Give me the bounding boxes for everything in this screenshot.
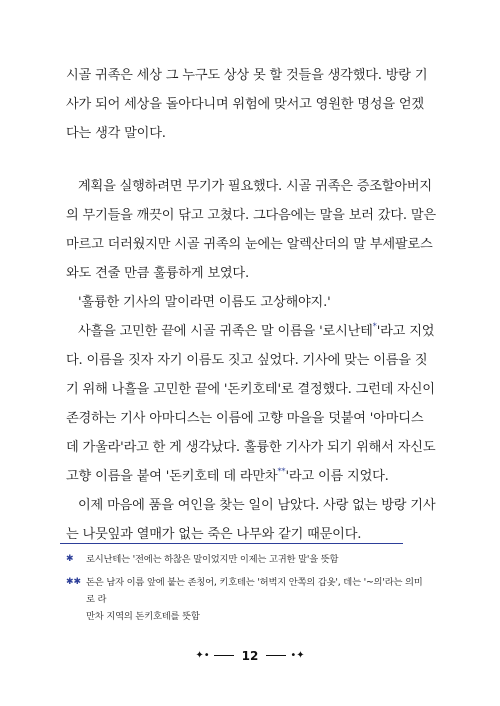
text-line: 사가 되어 세상을 돌아다니며 위험에 맞서고 영원한 명성을 얻겠	[66, 97, 424, 112]
text-line: 기 위해 나흘을 고민한 끝에 '돈키호테'로 결정했다. 그런데 자신이	[66, 382, 435, 397]
divider-line	[266, 655, 286, 656]
footnote-ref-1: *	[372, 322, 377, 331]
text-line: 존경하는 기사 아마디스는 이름에 고향 마을을 덧붙여 '아마디스	[66, 411, 424, 426]
text-line: 와도 견줄 만큼 훌륭하게 보였다.	[66, 266, 249, 281]
text-line: 계획을 실행하려면 무기가 필요했다. 시골 귀족은 증조할아버지	[78, 179, 432, 194]
page-number-footer	[0, 648, 500, 663]
footnote-1	[66, 551, 426, 568]
text-line: 데 가울라'라고 한 게 생각났다. 훌륭한 기사가 되기 위해서 자신도	[66, 440, 436, 455]
text-line: 시골 귀족은 세상 그 누구도 상상 못 할 것들을 생각했다. 방랑 기	[66, 68, 428, 83]
text-line: 이제 마음에 품을 여인을 찾는 일이 남았다. 사랑 없는 방랑 기사	[78, 498, 436, 513]
paragraph-3	[66, 288, 438, 317]
ornament-right-icon: •✦	[290, 650, 305, 661]
text-line: 는 나뭇잎과 열매가 없는 죽은 나무와 같기 때문이다.	[66, 527, 362, 542]
footnote-text: 로시난테는 '전에는 하찮은 말이었지만 이제는 고귀한 말'을 뜻함	[86, 554, 339, 565]
footnote-mark: ✱✱	[66, 577, 82, 587]
divider-line	[214, 655, 234, 656]
text-line: 다. 이름을 짓자 자기 이름도 짓고 싶었다. 기사에 맞는 이름을 짓	[66, 353, 428, 368]
paragraph-2	[66, 172, 438, 288]
footnote-text: 돈은 남자 이름 앞에 붙는 존칭어, 키호테는 '허벅지 안쪽의 갑옷', 데는 '~의'라는 의미로 라	[86, 577, 423, 605]
ornament-left-icon: ✦•	[195, 650, 210, 661]
line-start: 고향 이름을 붙여 '돈키호테 데 라만차	[66, 469, 278, 484]
line-start: 사흘을 고민한 끝에 시골 귀족은 말 이름을 '로시난테	[78, 324, 373, 339]
text-line: 마르고 더러웠지만 시골 귀족의 눈에는 알렉산더의 말 부세팔로스	[66, 237, 433, 252]
footnote-2	[66, 574, 426, 625]
text-line: 다는 생각 말이다.	[66, 126, 166, 141]
paragraph-1	[66, 61, 438, 148]
text-line	[66, 462, 438, 491]
line-end: '라고 이름 지었다.	[285, 469, 389, 484]
line-end: '라고 지었	[376, 324, 435, 339]
footnote-ref-2: **	[277, 467, 286, 476]
text-line: '훌륭한 기사의 말이라면 이름도 고상해야지.'	[78, 295, 331, 310]
footnote-text: 만차 지역의 돈키호테를 뜻함	[86, 611, 200, 622]
footnote-divider	[60, 543, 403, 544]
footnote-mark: ✱	[66, 554, 74, 564]
text-line	[66, 317, 438, 346]
page-number: 12	[241, 648, 259, 663]
text-line: 의 무기들을 깨끗이 닦고 고쳤다. 그다음에는 말을 보러 갔다. 말은	[66, 208, 436, 223]
paragraph-4	[66, 317, 438, 549]
